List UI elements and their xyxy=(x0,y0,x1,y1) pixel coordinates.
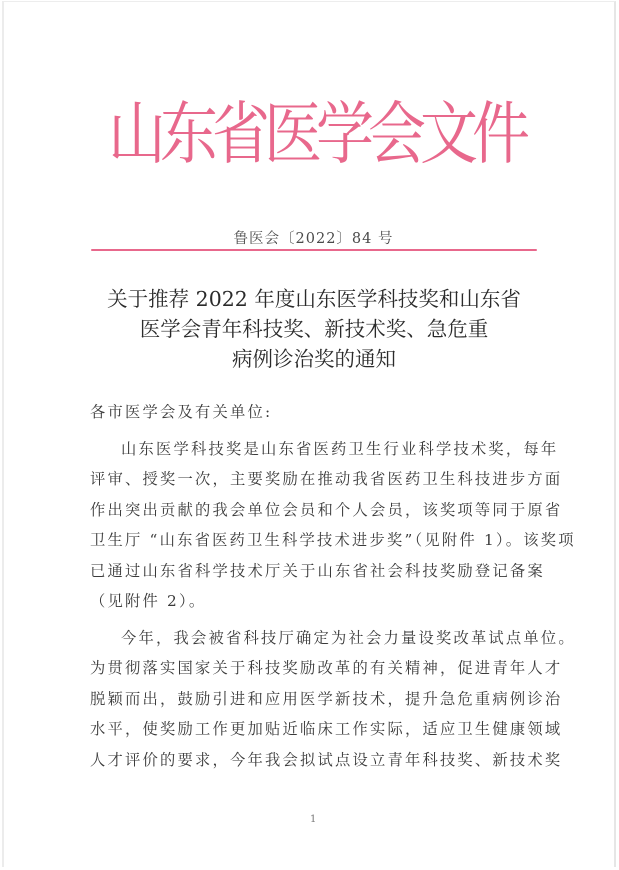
masthead-char: 山 xyxy=(108,93,167,175)
paragraph-2 xyxy=(90,623,576,776)
title-line: 医学会青年科技奖、新技术奖、急危重 xyxy=(139,317,489,341)
document-page xyxy=(2,1,616,867)
paragraph-1 xyxy=(90,434,576,617)
masthead-char: 文 xyxy=(420,93,479,175)
paragraph-line: 评审、授奖一次，主要奖励在推动我省医药卫生科技进步方面 xyxy=(90,470,563,488)
document-number: 鲁医会〔2022〕84 号 xyxy=(233,231,394,247)
title-line: 病例诊治奖的通知 xyxy=(232,347,396,371)
notice-body xyxy=(90,397,576,775)
notice-title xyxy=(64,284,564,374)
paragraph-line: 作出突出贡献的我会单位会员和个人会员，该奖项等同于原省 xyxy=(90,500,563,519)
paragraph-line: 已通过山东省科学技术厅关于山东省社会科技奖励登记备案 xyxy=(90,561,545,580)
red-divider-rule xyxy=(91,249,537,251)
paragraph-line: 今年，我会被省科技厅确定为社会力量设奖改革试点单位。 xyxy=(121,628,576,647)
masthead-char: 学 xyxy=(316,93,375,175)
page-number: 1 xyxy=(310,814,317,825)
paragraph-line: 为贯彻落实国家关于科技奖励改革的有关精神，促进青年人才 xyxy=(90,659,563,677)
masthead-char: 东 xyxy=(160,93,219,175)
masthead-char: 会 xyxy=(368,93,427,175)
salutation: 各市医学会及有关单位: xyxy=(90,403,273,421)
paragraph-line: 水平，使奖励工作更加贴近临床工作实际，适应卫生健康领域 xyxy=(90,720,563,738)
paragraph-line: 山东医学科技奖是山东省医药卫生行业科学技术奖，每年 xyxy=(121,439,559,458)
paragraph-line: 脱颖而出，鼓励引进和应用医学新技术，提升急危重病例诊治 xyxy=(90,689,563,708)
masthead-char: 件 xyxy=(472,93,531,175)
paragraph-line: 人才评价的要求，今年我会拟试点设立青年科技奖、新技术奖 xyxy=(90,750,563,769)
paragraph-line: （见附件 2）。 xyxy=(90,592,207,610)
paragraph-line: 卫生厅 “山东省医药卫生科学技术进步奖”（见附件 1）。该奖项 xyxy=(90,531,576,549)
masthead-char: 省 xyxy=(212,93,271,175)
title-line: 关于推荐 2022 年度山东医学科技奖和山东省 xyxy=(107,287,521,311)
masthead-title xyxy=(108,93,531,175)
masthead-char: 医 xyxy=(264,93,323,175)
